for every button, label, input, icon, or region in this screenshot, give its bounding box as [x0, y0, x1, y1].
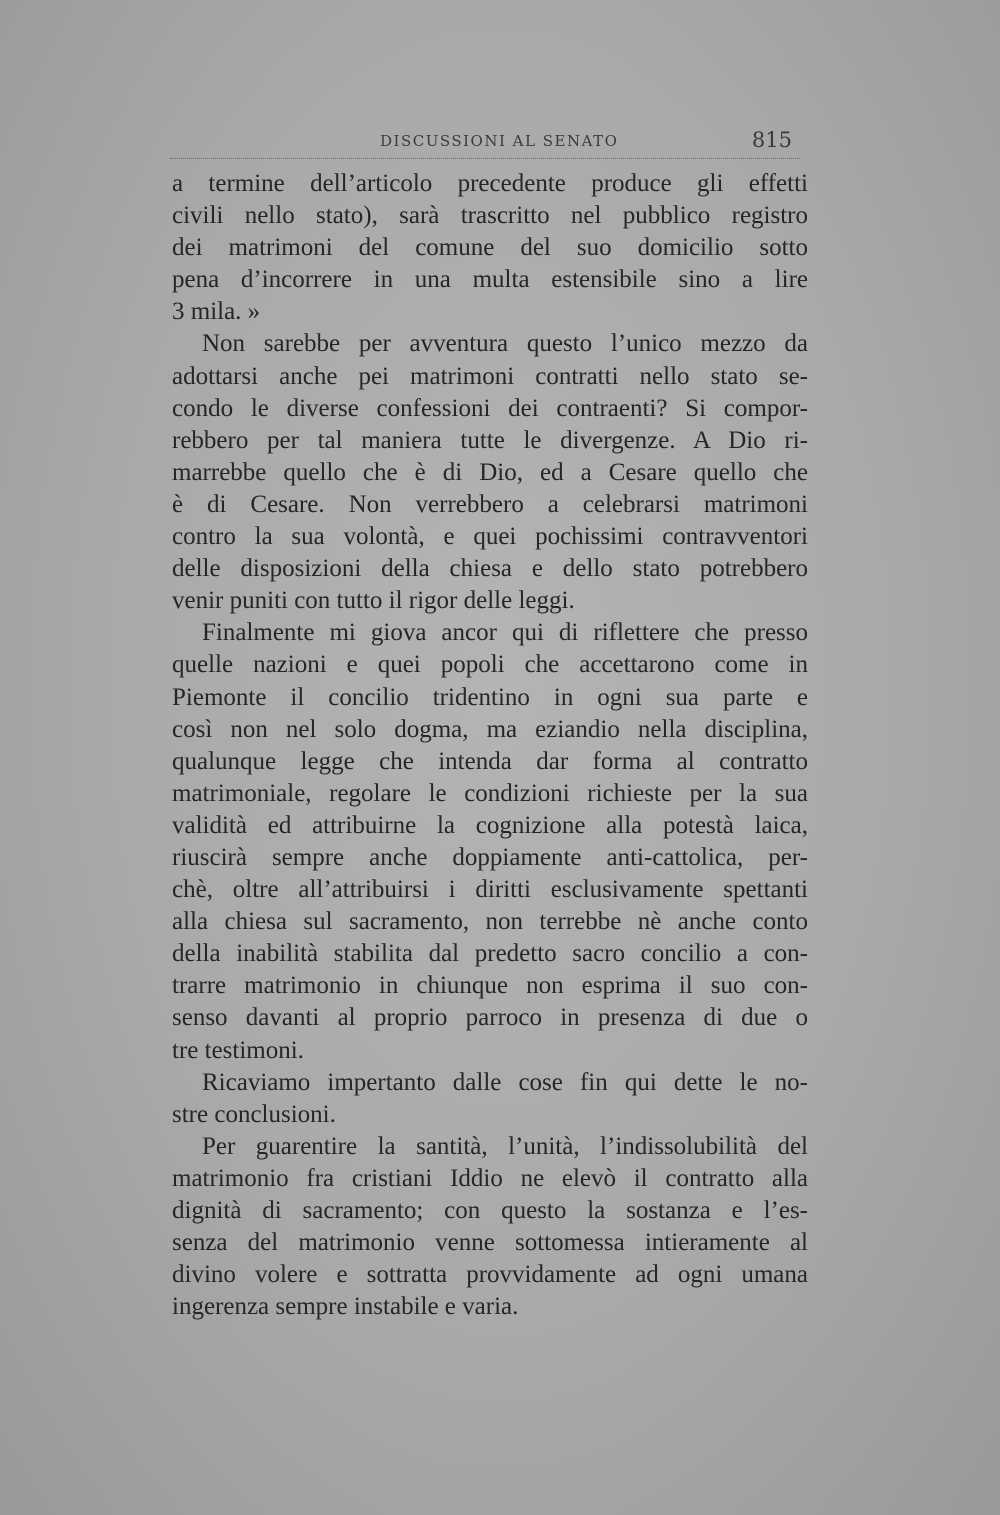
text-line: tre testimoni. [172, 1036, 304, 1064]
text-line: così non nel solo dogma, ma eziandio nella disciplina, [172, 715, 808, 743]
text-line: qualunque legge che intenda dar forma al contratto [172, 747, 808, 775]
paragraph-start-line: Non sarebbe per avventura questo l’unico mezzo da [202, 330, 808, 358]
text-line: delle disposizioni della chiesa e dello stato potrebbero [172, 555, 808, 583]
text-line: condo le diverse confessioni dei contraenti? Si compor- [172, 394, 808, 422]
paragraph-start-line: Finalmente mi giova ancor qui di riflettere che presso [202, 619, 808, 647]
text-line: Piemonte il concilio tridentino in ogni sua parte e [172, 683, 808, 711]
text-line: marrebbe quello che è di Dio, ed a Cesare quello che [172, 458, 808, 486]
text-line: validità ed attribuirne la cognizione alla potestà laica, [172, 811, 808, 839]
text-line: matrimoniale, regolare le condizioni richieste per la sua [172, 779, 808, 807]
text-line: trarre matrimonio in chiunque non esprima il suo con- [172, 972, 808, 1000]
text-line: a termine dell’articolo precedente produce gli effetti [172, 170, 808, 197]
text-line: senza del matrimonio venne sottomessa intieramente al [172, 1229, 808, 1257]
text-line: matrimonio fra cristiani Iddio ne elevò il contratto alla [172, 1164, 808, 1192]
page-number: 815 [751, 128, 792, 152]
text-line: adottarsi anche pei matrimoni contratti nello stato se- [172, 362, 808, 390]
text-line: è di Cesare. Non verrebbero a celebrarsi matrimoni [172, 490, 808, 518]
text-line: dei matrimoni del comune del suo domicilio sotto [172, 234, 808, 262]
text-line: senso davanti al proprio parroco in presenza di due o [172, 1004, 808, 1032]
text-line: rebbero per tal maniera tutte le divergenze. A Dio ri- [172, 426, 808, 454]
text-line: 3 mila. » [172, 298, 261, 326]
text-line: civili nello stato), sarà trascritto nel pubblico registro [172, 202, 808, 230]
text-line: pena d’incorrere in una multa estensibile sino a lire [172, 266, 808, 294]
text-line: divino volere e sottratta provvidamente ad ogni umana [172, 1261, 808, 1289]
text-line: dignità di sacramento; con questo la sostanza e l’es- [172, 1197, 808, 1224]
running-title: DISCUSSIONI AL SENATO [380, 132, 619, 150]
text-line: venir puniti con tutto il rigor delle leggi. [172, 587, 575, 615]
text-line: alla chiesa sul sacramento, non terrebbe nè anche conto [172, 908, 808, 936]
text-line: contro la sua volontà, e quei pochissimi contravventori [172, 523, 808, 551]
text-line: ingerenza sempre instabile e varia. [172, 1293, 519, 1321]
paragraph-start-line: Per guarentire la santità, l’unità, l’indissolubilità del [202, 1132, 808, 1160]
paragraph-start-line: Ricaviamo impertanto dalle cose fin qui dette le no- [202, 1068, 808, 1096]
text-line: stre conclusioni. [172, 1100, 336, 1128]
text-line: quelle nazioni e quei popoli che accettarono come in [172, 651, 808, 679]
text-line: riuscirà sempre anche doppiamente anti-cattolica, per- [172, 843, 808, 871]
body-text [172, 168, 808, 1323]
text-line: chè, oltre all’attribuirsi i diritti esclusivamente spettanti [172, 876, 808, 904]
page-header [170, 128, 800, 159]
text-line: della inabilità stabilita dal predetto sacro concilio a con- [172, 940, 808, 968]
